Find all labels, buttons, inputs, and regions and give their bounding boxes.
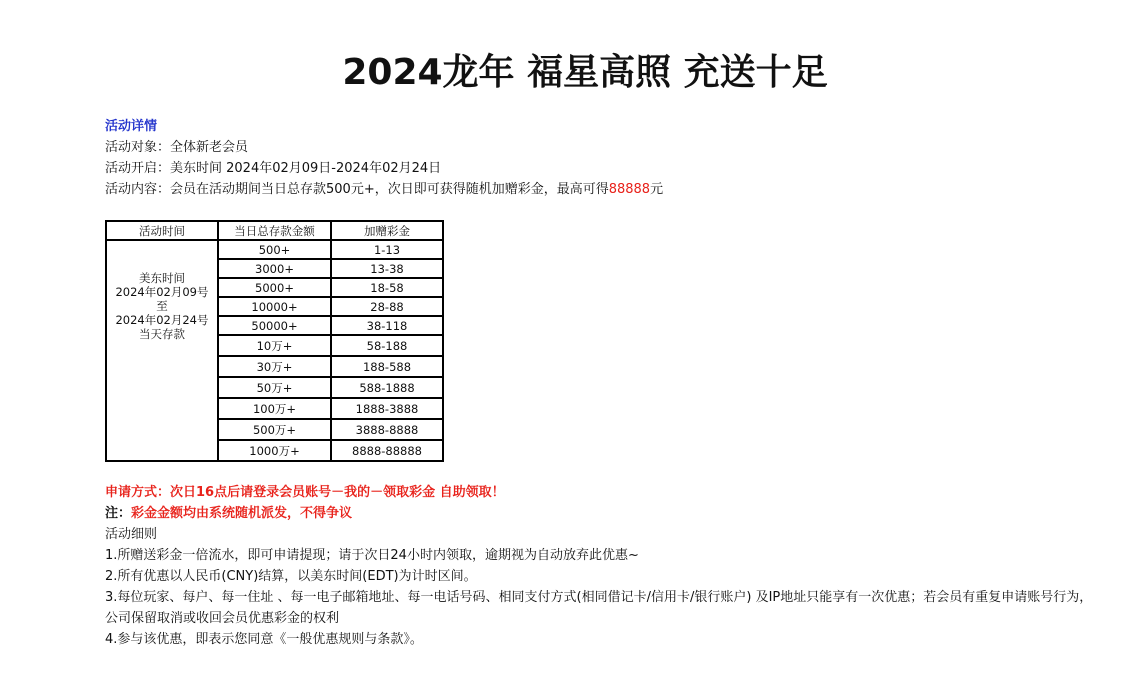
promo-content <box>105 116 1105 650</box>
amount-cell: 1000万+ <box>218 440 331 461</box>
time-line: 至 <box>156 299 168 313</box>
bonus-cell: 58-188 <box>331 335 443 356</box>
rules-heading: 活动细则 <box>105 527 158 542</box>
bonus-cell: 3888-8888 <box>331 419 443 440</box>
note-text: 彩金金额均由系统随机派发，不得争议 <box>131 506 353 521</box>
apply-method: 申请方式：次日16点后请登录会员账号－我的－领取彩金 自助领取！ <box>105 485 505 500</box>
bonus-cell: 588-1888 <box>331 377 443 398</box>
details-content <box>105 179 1105 200</box>
amount-cell: 30万+ <box>218 356 331 377</box>
amount-cell: 500万+ <box>218 419 331 440</box>
time-line: 2024年02月24号 <box>115 313 209 327</box>
note-label: 注： <box>105 506 132 521</box>
amount-cell: 5000+ <box>218 278 331 297</box>
amount-cell: 50000+ <box>218 316 331 335</box>
details-target: 活动对象：全体新老会员 <box>105 140 249 155</box>
details-content-suffix: 元 <box>650 182 664 197</box>
bonus-cell: 188-588 <box>331 356 443 377</box>
details-content-max: 88888 <box>608 182 651 197</box>
bonus-cell: 1888-3888 <box>331 398 443 419</box>
bonus-table <box>105 220 444 462</box>
amount-cell: 10万+ <box>218 335 331 356</box>
bonus-table-body <box>106 240 443 461</box>
bonus-table-header-row <box>106 221 443 240</box>
header-bonus: 加赠彩金 <box>331 221 443 240</box>
details-content-prefix: 活动内容：会员在活动期间当日总存款500元+，次日即可获得随机加赠彩金，最高可得 <box>105 182 609 197</box>
time-cell <box>106 240 218 461</box>
amount-cell: 100万+ <box>218 398 331 419</box>
bonus-cell: 18-58 <box>331 278 443 297</box>
rules-item: 2.所有优惠以人民币(CNY)结算，以美东时间(EDT)为计时区间。 <box>105 569 477 584</box>
amount-cell: 10000+ <box>218 297 331 316</box>
bonus-cell: 38-118 <box>331 316 443 335</box>
amount-cell: 3000+ <box>218 259 331 278</box>
header-time: 活动时间 <box>106 221 218 240</box>
apply-note <box>105 503 1105 524</box>
rules-section <box>105 524 1105 650</box>
bonus-cell: 8888-88888 <box>331 440 443 461</box>
details-period: 活动开启：美东时间 2024年02月09日-2024年02月24日 <box>105 161 442 176</box>
bonus-cell: 28-88 <box>331 297 443 316</box>
bonus-cell: 13-38 <box>331 259 443 278</box>
header-amount: 当日总存款金额 <box>218 221 331 240</box>
time-line: 美东时间 <box>139 271 185 285</box>
page-title: 2024龙年 福星高照 充送十足 <box>342 52 828 93</box>
amount-cell: 500+ <box>218 240 331 259</box>
time-line: 当天存款 <box>139 327 185 341</box>
time-line: 2024年02月09号 <box>115 285 209 299</box>
bonus-table-wrap <box>105 220 1105 462</box>
amount-cell: 50万+ <box>218 377 331 398</box>
rules-item: 1.所赠送彩金一倍流水，即可申请提现；请于次日24小时内领取，逾期视为自动放弃此优惠~ <box>105 548 639 563</box>
rules-item: 3.每位玩家、每户、每一住址 、每一电子邮箱地址、每一电话号码、相同支付方式(相同借记卡/信用卡/银行账户) 及IP地址只能享有一次优惠；若会员有重复申请账号行为，公司保留取消或收回会员优惠彩金的权利 <box>105 590 1093 626</box>
details-heading: 活动详情 <box>105 119 158 134</box>
table-row <box>106 240 443 259</box>
bonus-cell: 1-13 <box>331 240 443 259</box>
rules-item: 4.参与该优惠，即表示您同意《一般优惠规则与条款》。 <box>105 632 423 647</box>
